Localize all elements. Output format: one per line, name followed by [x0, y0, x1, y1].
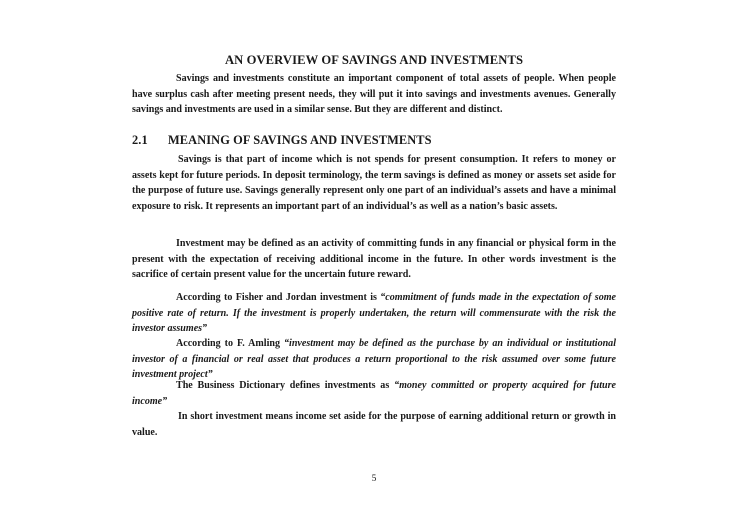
amling-lead: According to F. Amling: [176, 338, 284, 349]
section-heading: [132, 133, 432, 148]
page-number: 5: [371, 474, 377, 484]
intro-paragraph: Savings and investments constitute an important component of total assets of people. When people have surplus cash after meeting present needs, they will put it into savings and investments avenues. Generally savings and investments are used in a similar sense. But they are different and distinct.: [132, 73, 616, 115]
dictionary-quote: “money committed or property acquired for future income”: [132, 380, 616, 407]
fisher-lead: According to Fisher and Jordan investment is: [176, 292, 381, 303]
section-number: 2.1: [132, 133, 148, 147]
short-paragraph: In short investment means income set aside for the purpose of earning additional return or growth in value.: [132, 411, 616, 438]
investment-paragraph: Investment may be defined as an activity of committing funds in any financial or physical form in the present with the expectation of receiving additional income in the future. In other words investment is the sacrifice of certain present value for the uncertain future reward.: [132, 238, 616, 280]
savings-paragraph: Savings is that part of income which is not spends for present consumption. It refers to money or assets kept for future periods. In deposit terminology, the term savings is defined as money or assets set aside for the purpose of future use. Savings generally represent only one part of an individual’s assets and have a minimal exposure to risk. It represents an important part of an individual’s as well as a nation’s basic assets.: [132, 154, 616, 212]
dictionary-paragraph: [132, 378, 616, 409]
section-title: MEANING OF SAVINGS AND INVESTMENTS: [168, 133, 432, 147]
dictionary-lead: The Business Dictionary defines investments as: [176, 380, 395, 391]
page-title: AN OVERVIEW OF SAVINGS AND INVESTMENTS: [224, 53, 524, 67]
amling-quote: “investment may be defined as the purchase by an individual or institutional investor of a financial or real asset that produces a return proportional to the risk assumed over some future investment project”: [132, 338, 616, 380]
fisher-jordan-paragraph: [132, 290, 616, 337]
fisher-quote: “commitment of funds made in the expectation of some positive rate of return. If the investment is properly undertaken, the return will commensurate with the risk the investor assumes”: [132, 292, 617, 334]
amling-paragraph: [132, 336, 616, 383]
document-page: [132, 0, 616, 513]
